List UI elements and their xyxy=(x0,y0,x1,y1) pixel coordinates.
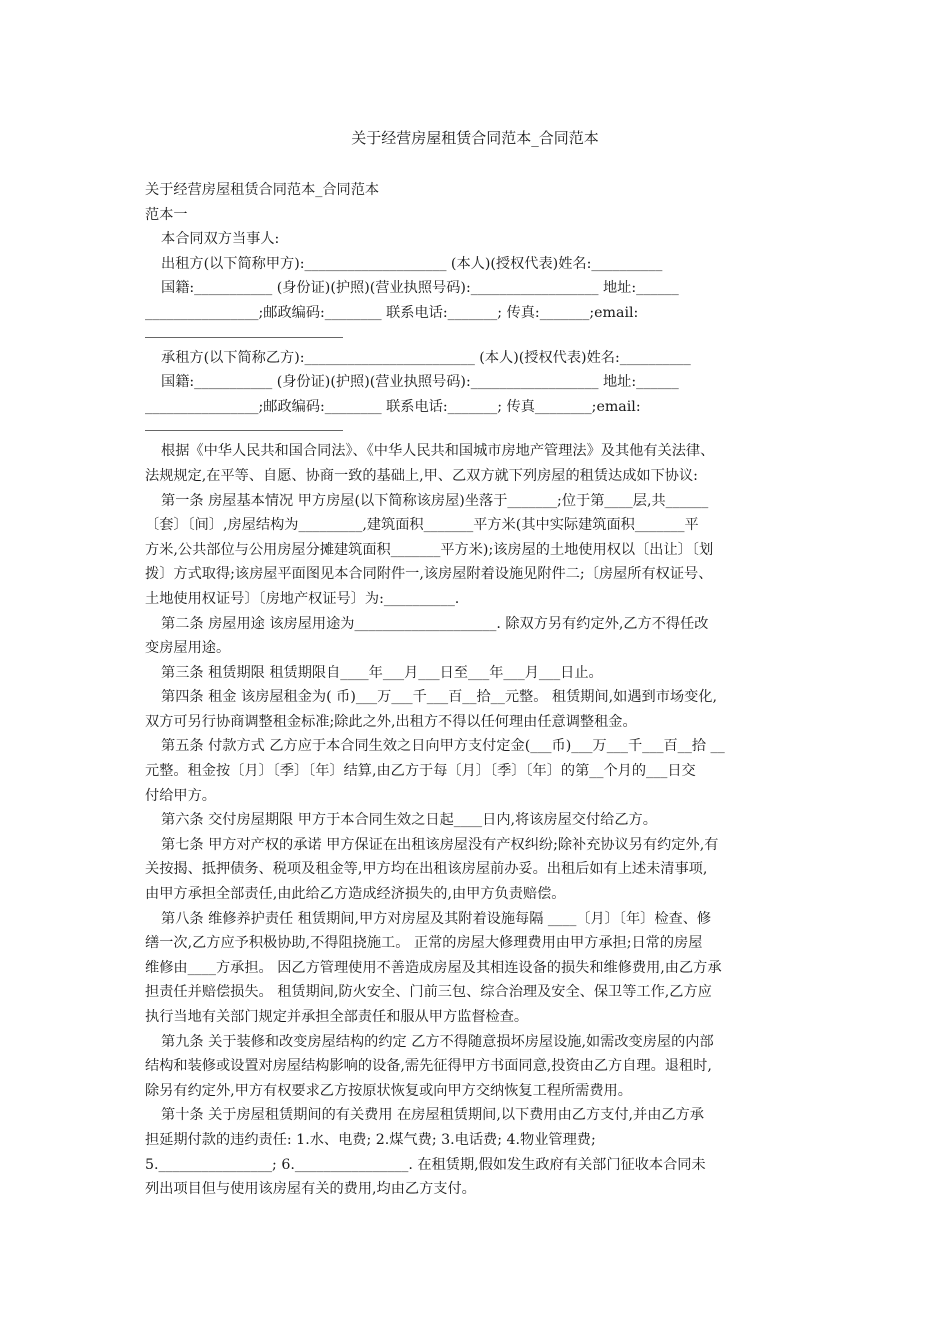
article-10-line: 5.________________; 6.________________. 在租赁期,假如发生政府有关部门征收本合同未 xyxy=(145,1156,706,1173)
article-1-line: 土地使用权证号〕〔房地产权证号〕为:__________. xyxy=(145,590,460,607)
article-8-line: 执行当地有关部门规定并承担全部责任和服从甲方监督检查。 xyxy=(145,1009,529,1025)
lessor-contact-line: ________________;邮政编码:________ 联系电话:_______; 传真:_______;email: xyxy=(145,304,639,321)
lessor-line: 出租方(以下简称甲方):____________________ (本人)(授权代表)姓名:__________ xyxy=(161,255,663,272)
article-8-line: 第八条 维修养护责任 租赁期间,甲方对房屋及其附着设施每隔 ____〔月〕〔年〕检查、修 xyxy=(161,910,712,927)
document-title: 关于经营房屋租赁合同范本_合同范本 xyxy=(351,129,599,147)
article-2-line: 第二条 房屋用途 该房屋用途为____________________. 除双方另有约定外,乙方不得任改 xyxy=(161,615,709,632)
article-7-line: 由甲方承担全部责任,由此给乙方造成经济损失的,由甲方负责赔偿。 xyxy=(145,886,566,903)
blank-underline xyxy=(145,326,343,338)
lessor-nationality-line: 国籍:___________ (身份证)(护照)(营业执照号码):__________________ 地址:______ xyxy=(161,280,679,297)
parties-intro: 本合同双方当事人: xyxy=(161,231,280,248)
article-9-line: 第九条 关于装修和改变房屋结构的约定 乙方不得随意损坏房屋设施,如需改变房屋的内部 xyxy=(161,1033,714,1050)
article-1-line: 方米,公共部位与公用房屋分摊建筑面积_______平方米);该房屋的土地使用权以〔出让〕〔划 xyxy=(145,541,714,558)
heading-line: 关于经营房屋租赁合同范本_合同范本 xyxy=(145,182,380,198)
article-8-line: 缮一次,乙方应予积极协助,不得阻挠施工。 正常的房屋大修理费用由甲方承担;日常的房屋 xyxy=(145,935,703,952)
article-10-line: 第十条 关于房屋租赁期间的有关费用 在房屋租赁期间,以下费用由乙方支付,并由乙方承 xyxy=(161,1107,704,1124)
article-5-line: 元整。租金按〔月〕〔季〕〔年〕结算,由乙方于每〔月〕〔季〕〔年〕的第__个月的___日交 xyxy=(145,763,696,780)
article-4-line: 第四条 租金 该房屋租金为( 币)___万___千___百__拾__元整。 租赁期间,如遇到市场变化, xyxy=(161,689,717,706)
article-3-line: 第三条 租赁期限 租赁期限自____年___月___日至___年___月___日止。 xyxy=(161,664,603,681)
lessee-line: 承租方(以下简称乙方):________________________ (本人)(授权代表)姓名:__________ xyxy=(161,349,691,366)
article-10-line: 列出项目但与使用该房屋有关的费用,均由乙方支付。 xyxy=(145,1181,476,1198)
article-9-line: 除另有约定外,甲方有权要求乙方按原状恢复或向甲方交纳恢复工程所需费用。 xyxy=(145,1082,632,1099)
lessee-nationality-line: 国籍:___________ (身份证)(护照)(营业执照号码):__________________ 地址:______ xyxy=(161,374,679,391)
blank-underline xyxy=(145,419,343,431)
article-9-line: 结构和装修或设置对房屋结构影响的设备,需先征得甲方书面同意,投资由乙方自理。退租时, xyxy=(145,1058,712,1075)
article-5-line: 第五条 付款方式 乙方应于本合同生效之日向甲方支付定金(___币)___万___千___百__拾 __ xyxy=(161,738,725,755)
article-6-line: 第六条 交付房屋期限 甲方于本合同生效之日起____日内,将该房屋交付给乙方。 xyxy=(161,812,657,829)
lessee-contact-line: ________________;邮政编码:________ 联系电话:_______; 传真________;email: xyxy=(145,398,641,415)
article-8-line: 担责任并赔偿损失。 租赁期间,防火安全、门前三包、综合治理及安全、保卫等工作,乙方应 xyxy=(145,984,712,1001)
article-7-line: 第七条 甲方对产权的承诺 甲方保证在出租该房屋没有产权纠纷;除补充协议另有约定外,有 xyxy=(161,836,719,853)
article-5-line: 付给甲方。 xyxy=(145,787,216,804)
document-body xyxy=(145,178,815,1202)
article-1-line: 第一条 房屋基本情况 甲方房屋(以下简称该房屋)坐落于_______;位于第____层,共______ xyxy=(161,492,709,509)
article-4-line: 双方可另行协商调整租金标准;除此之外,出租方不得以任何理由任意调整租金。 xyxy=(145,713,637,730)
article-8-line: 维修由____方承担。 因乙方管理使用不善造成房屋及其相连设备的损失和维修费用,由乙方承 xyxy=(145,959,722,976)
article-1-line: 〔套〕〔间〕,房屋结构为_________,建筑面积_______平方米(其中实际建筑面积_______平 xyxy=(145,517,699,534)
article-1-line: 拨〕方式取得;该房屋平面图见本合同附件一,该房屋附着设施见附件二;〔房屋所有权证号、 xyxy=(145,566,713,583)
article-7-line: 关按揭、抵押债务、税项及租金等,甲方均在出租该房屋前办妥。出租后如有上述未清事项, xyxy=(145,861,708,878)
paragraph-line: 法规规定,在平等、自愿、协商一致的基础上,甲、乙双方就下列房屋的租赁达成如下协议: xyxy=(145,467,698,484)
sample-label: 范本一 xyxy=(145,206,188,223)
paragraph-line: 根据《中华人民共和国合同法》、《中华人民共和国城市房地产管理法》及其他有关法律、 xyxy=(161,443,715,460)
article-10-line: 担延期付款的违约责任: 1.水、电费; 2.煤气费; 3.电话费; 4.物业管理费; xyxy=(145,1131,596,1148)
article-2-line: 变房屋用途。 xyxy=(145,640,231,657)
